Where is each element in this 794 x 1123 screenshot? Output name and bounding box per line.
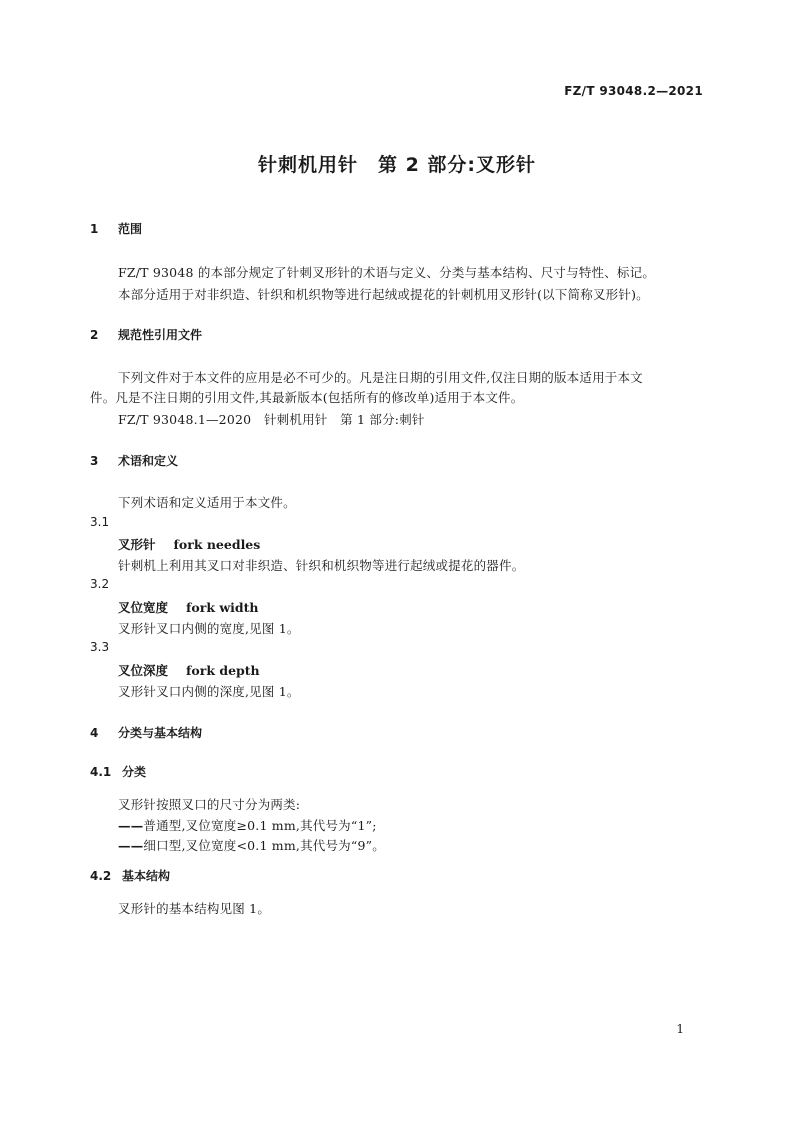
- paragraph: 叉形针的基本结构见图 1。: [118, 901, 271, 916]
- subsection-number: 4.2: [90, 869, 112, 883]
- section-title: 规范性引用文件: [118, 328, 203, 342]
- list-dash: ——: [118, 818, 144, 833]
- section-4-heading: [90, 724, 202, 741]
- section-number: 1: [90, 222, 99, 236]
- term-zh: 叉位深度: [118, 663, 169, 678]
- section-title: 范围: [118, 222, 143, 236]
- list-item-text: 细口型,叉位宽度<0.1 mm,其代号为“9”。: [143, 838, 385, 853]
- subsection-4-2-heading: [90, 867, 170, 884]
- document-title: 针刺机用针 第 2 部分:叉形针: [257, 154, 537, 176]
- paragraph: 叉形针按照叉口的尺寸分为两类:: [118, 797, 301, 812]
- term-heading: [118, 598, 258, 616]
- term-en: fork depth: [186, 663, 260, 678]
- section-number: 3: [90, 454, 99, 468]
- normative-reference: FZ/T 93048.1—2020 针刺机用针 第 1 部分:刺针: [118, 412, 425, 427]
- term-number: 3.3: [90, 640, 110, 654]
- subsection-number: 4.1: [90, 765, 112, 779]
- subsection-title: 分类: [122, 765, 147, 779]
- list-dash: ——: [118, 838, 144, 853]
- section-1-heading: [90, 220, 142, 237]
- term-zh: 叉位宽度: [118, 600, 169, 615]
- term-heading: [118, 661, 260, 679]
- term-number: 3.2: [90, 577, 110, 591]
- paragraph: FZ/T 93048 的本部分规定了针刺叉形针的术语与定义、分类与基本结构、尺寸与特性、标记。: [118, 265, 656, 280]
- section-title: 分类与基本结构: [118, 726, 203, 740]
- list-item: [118, 836, 385, 854]
- section-2-heading: [90, 326, 202, 343]
- term-heading: [118, 535, 260, 553]
- subsection-title: 基本结构: [122, 869, 171, 883]
- term-definition: 叉形针叉口内侧的宽度,见图 1。: [118, 621, 300, 636]
- term-number: 3.1: [90, 515, 110, 529]
- section-3-heading: [90, 452, 178, 469]
- paragraph: 下列文件对于本文件的应用是必不可少的。凡是注日期的引用文件,仅注日期的版本适用于本文: [118, 370, 643, 385]
- list-item: [118, 816, 377, 834]
- list-item-text: 普通型,叉位宽度≥0.1 mm,其代号为“1”;: [143, 818, 377, 833]
- section-number: 2: [90, 328, 99, 342]
- section-title: 术语和定义: [118, 454, 179, 468]
- term-en: fork width: [186, 600, 259, 615]
- term-definition: 针刺机上利用其叉口对非织造、针织和机织物等进行起绒或提花的器件。: [118, 558, 525, 573]
- term-zh: 叉形针: [118, 537, 156, 552]
- page-number: 1: [676, 1022, 684, 1036]
- subsection-4-1-heading: [90, 763, 146, 780]
- section-number: 4: [90, 726, 99, 740]
- paragraph: 本部分适用于对非织造、针织和机织物等进行起绒或提花的针刺机用叉形针(以下简称叉形针)。: [118, 287, 649, 302]
- term-definition: 叉形针叉口内侧的深度,见图 1。: [118, 684, 300, 699]
- paragraph: 下列术语和定义适用于本文件。: [118, 495, 296, 510]
- paragraph: 件。凡是不注日期的引用文件,其最新版本(包括所有的修改单)适用于本文件。: [90, 390, 524, 405]
- term-en: fork needles: [173, 537, 261, 552]
- standard-code: FZ/T 93048.2—2021: [564, 84, 703, 98]
